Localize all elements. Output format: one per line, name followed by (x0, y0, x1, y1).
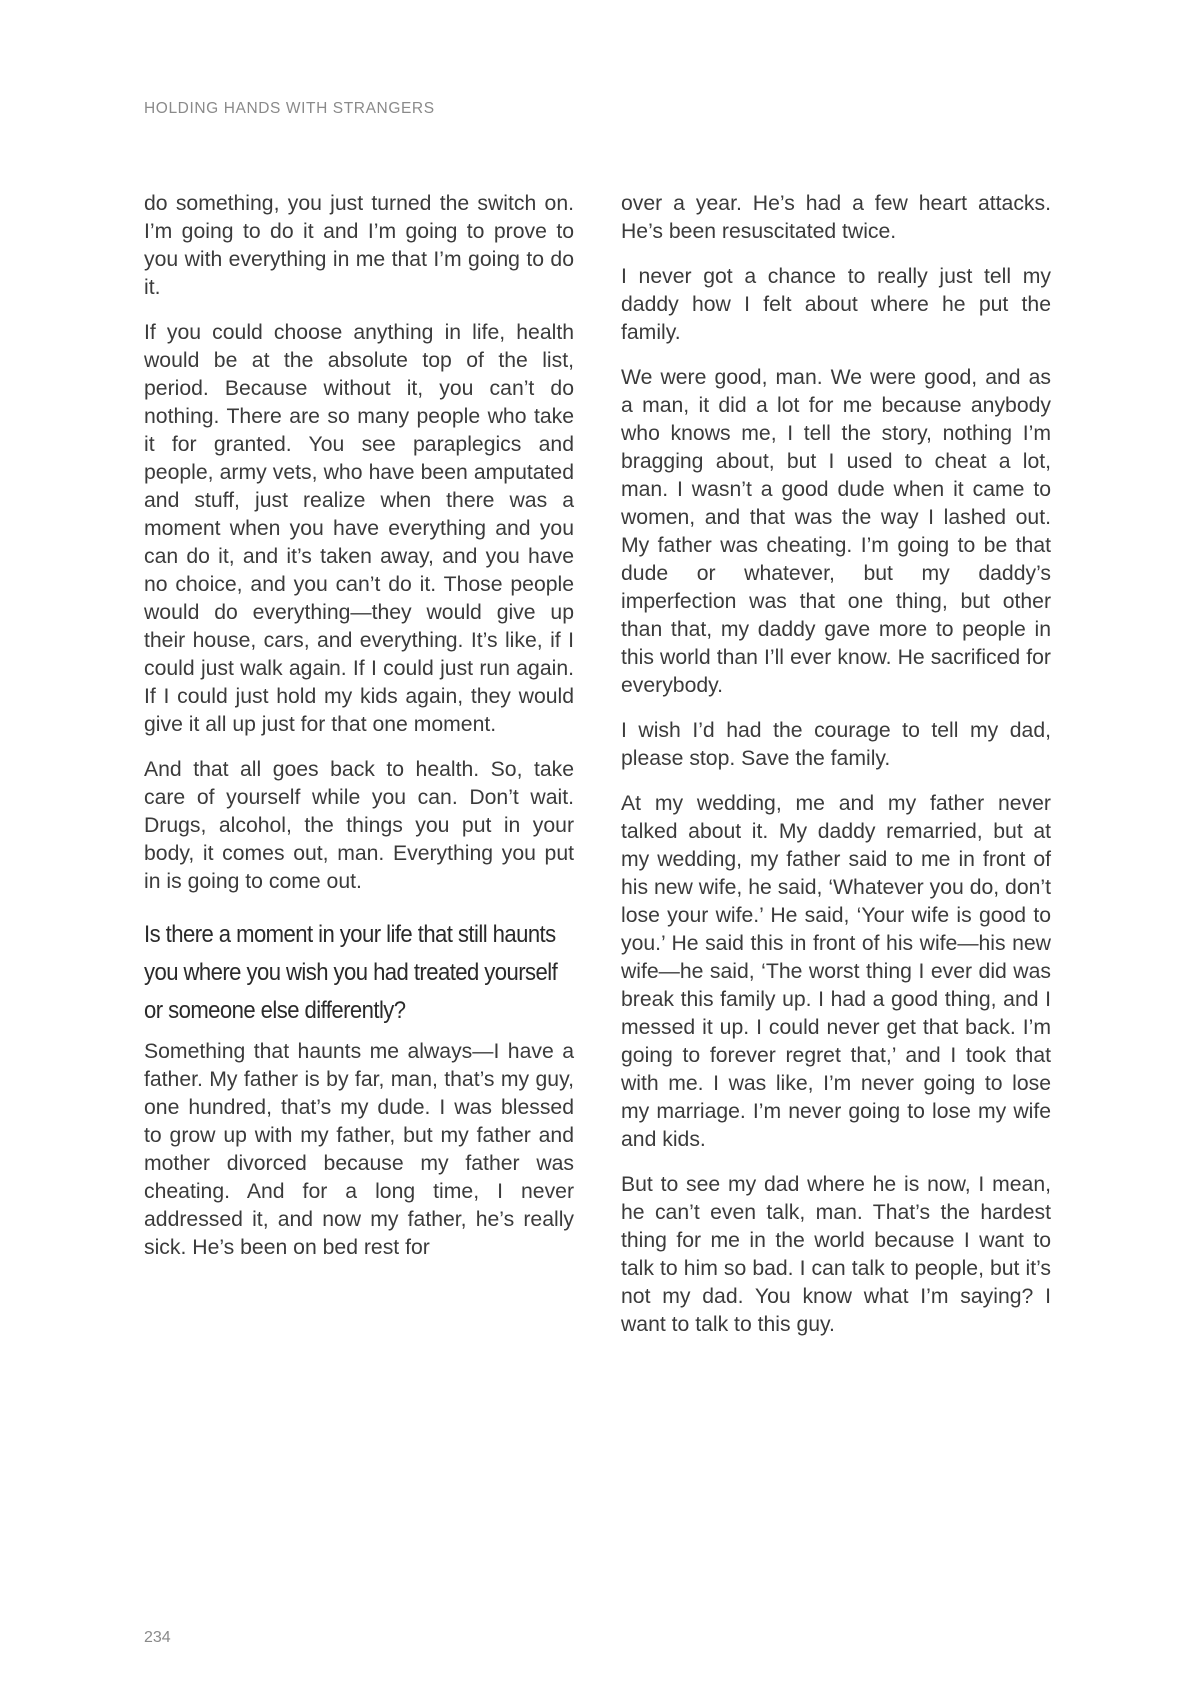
paragraph: I wish I’d had the courage to tell my dad, please stop. Save the family. (621, 719, 1051, 770)
running-head: HOLDING HANDS WITH STRANGERS (144, 100, 435, 117)
right-column (621, 190, 1051, 1356)
paragraph: We were good, man. We were good, and as a man, it did a lot for me because anybody who knows me, I tell the story, nothing I’m bragging about, but I used to cheat a lot, man. I wasn’t a good dude when it came to women, and that was the way I lashed out. My father was cheating. I’m going to be that dude or whatever, but my daddy’s imperfection was that one thing, but other than that, my daddy gave more to people in this world than I’ll ever know. He sacrificed for everybody. (621, 366, 1051, 697)
paragraph: I never got a chance to really just tell my daddy how I felt about where he put the family. (621, 265, 1051, 344)
paragraph: do something, you just turned the switch on. I’m going to do it and I’m going to prove to you with everything in me that I’m going to do it. (144, 192, 574, 299)
page-number: 234 (144, 1629, 171, 1646)
paragraph: But to see my dad where he is now, I mean, he can’t even talk, man. That’s the hardest thing for me in the world because I want to talk to him so bad. I can talk to people, but it’s not my dad. You know what I’m saying? I want to talk to this guy. (621, 1173, 1051, 1336)
paragraph: Something that haunts me always—I have a father. My father is by far, man, that’s my guy, one hundred, that’s my dude. I was blessed to grow up with my father, but my father and mother divorced because my father was cheating. And for a long time, I never addressed it, and now my father, he’s really sick. He’s been on bed rest for (144, 1040, 574, 1259)
interview-question: Is there a moment in your life that still haunts you where you wish you had treated yourself or someone else differently? (144, 921, 558, 1024)
paragraph: over a year. He’s had a few heart attacks. He’s been resuscitated twice. (621, 192, 1051, 243)
paragraph: And that all goes back to health. So, take care of yourself while you can. Don’t wait. Drugs, alcohol, the things you put in your body, it comes out, man. Everything you put in is going to come out. (144, 758, 574, 893)
paragraph: If you could choose anything in life, health would be at the absolute top of the list, period. Because without it, you can’t do nothing. There are so many people who take it for granted. You see paraplegics and people, army vets, who have been amputated and stuff, just realize when there was a moment when you have everything and you can do it, and it’s taken away, and you have no choice, and you can’t do it. Those people would do everything—they would give up their house, cars, and everything. It’s like, if I could just walk again. If I could just run again. If I could just hold my kids again, they would give it all up just for that one moment. (144, 321, 574, 736)
left-column (144, 190, 574, 1279)
paragraph: At my wedding, me and my father never talked about it. My daddy remarried, but at my wedding, my father said to me in front of his new wife, he said, ‘Whatever you do, don’t lose your wife.’ He said, ‘Your wife is good to you.’ He said this in front of his wife—his new wife—he said, ‘The worst thing I ever did was break this family up. I had a good thing, and I messed it up. I could never get that back. I’m going to forever regret that,’ and I took that with me. I was like, I’m never going to lose my marriage. I’m never going to lose my wife and kids. (621, 792, 1051, 1151)
